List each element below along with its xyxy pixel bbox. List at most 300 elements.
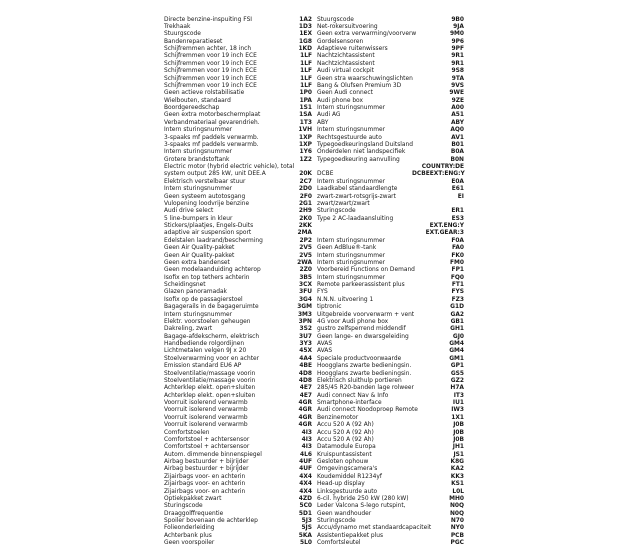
- option-code-right: KS1: [451, 481, 464, 488]
- option-description-left: Schijfremmen voor 19 inch ECE: [164, 60, 257, 67]
- option-code-right: A00: [451, 105, 464, 111]
- option-code-left: 2V5: [299, 245, 312, 252]
- option-description-right: Datamodule Europa: [317, 444, 376, 451]
- option-description-left: Directe benzine-inspuiting FSI: [164, 16, 253, 23]
- option-row: [0, 142, 640, 149]
- option-description-left: Vulopening loodvrije benzine: [164, 200, 250, 207]
- option-description-left: Airbag bestuurder + bijrijder: [164, 459, 249, 465]
- option-description-left: Comfortstoelen: [164, 429, 210, 436]
- option-code-right: FM0: [450, 259, 464, 266]
- option-code-left: 1LF: [300, 68, 312, 75]
- option-description-left: Zijairbags voor- en achterin: [164, 481, 246, 488]
- option-description-right: 4G voor Audi phone box: [317, 318, 389, 325]
- option-code-left: 1XP: [299, 141, 312, 148]
- option-code-left: 1KD: [298, 46, 312, 52]
- option-code-right: E61: [451, 186, 464, 193]
- option-row: [0, 518, 640, 525]
- option-description-left: Elektrisch verstelbaar stuur: [164, 178, 246, 185]
- option-code-left: 2Z0: [299, 267, 312, 274]
- option-row: [0, 120, 640, 127]
- option-description-right: Accu/dynamo met standaardcapaciteit: [317, 525, 432, 532]
- option-code-right: A51: [451, 112, 464, 119]
- option-row: [0, 319, 640, 326]
- option-code-left: 1PA: [299, 97, 312, 104]
- option-description-right: Audi connect Nav & Info: [317, 392, 389, 399]
- option-description-right: Remote parkeerassistent plus: [317, 282, 405, 288]
- option-code-right: NY0: [450, 525, 464, 532]
- option-description-right: Geen lange- en dwarsgeleiding: [317, 333, 409, 340]
- option-description-left: Audi drive select: [164, 208, 214, 215]
- option-code-left: 4L6: [300, 451, 312, 458]
- option-description-right: Intern sturingsnummer: [317, 237, 386, 244]
- option-description-right: 285/45 R20-banden lage rolweer: [317, 385, 414, 392]
- option-code-left: 3FU: [299, 289, 312, 296]
- option-row: [0, 61, 640, 68]
- option-row: [0, 149, 640, 156]
- option-description-left: Geen actieve rolstabilisatie: [164, 90, 245, 97]
- option-row: [0, 540, 640, 547]
- option-code-right: 9R1: [451, 60, 464, 67]
- option-code-right: GB1: [450, 318, 464, 325]
- option-code-right: ES3: [451, 215, 464, 222]
- option-code-left: 4GR: [298, 407, 312, 414]
- option-description-right: Leder Valcona S-lego rutspint,: [317, 503, 406, 510]
- option-description-left: Achterklep elekt. open+sluiten: [164, 392, 256, 399]
- option-description-right: Comfortsleutel: [317, 540, 361, 547]
- option-code-right: PCB: [450, 532, 464, 539]
- option-row: [0, 496, 640, 503]
- option-code-right: N0Q: [449, 503, 464, 510]
- option-description-left: Autom. dimmende binnenspiegel: [164, 451, 262, 458]
- option-code-left: 4E7: [299, 385, 312, 392]
- option-description-right: Geen extra verwarming/voorverw: [317, 31, 417, 38]
- option-code-left: 1LF: [300, 75, 312, 82]
- option-code-left: 4X4: [299, 481, 312, 488]
- option-description-right: Bang & Olufsen Premium 3D: [317, 82, 402, 89]
- option-row: [0, 393, 640, 400]
- option-row: [0, 481, 640, 488]
- option-description-right: Uitgebreide voorverwarm + vent: [317, 311, 415, 318]
- option-row: [0, 437, 640, 444]
- option-code-right: B0A: [450, 149, 464, 156]
- option-description-left: Intern sturingsnummer: [164, 127, 233, 134]
- option-code-left: 1A2: [299, 16, 312, 23]
- option-code-right: 9PF: [451, 46, 464, 52]
- option-description-left: Isofix en top tethers achterin: [164, 274, 250, 281]
- option-description-right: N.N.N. uitvoering 1: [317, 296, 374, 303]
- option-row: [0, 76, 640, 83]
- option-code-right: JS1: [453, 451, 464, 458]
- option-code-right: FQ0: [450, 274, 464, 281]
- option-row: [0, 407, 640, 414]
- option-description-left: Trekhaak: [164, 23, 191, 30]
- option-row: [0, 68, 640, 75]
- option-description-left: Folieonderleiding: [164, 525, 215, 532]
- option-description-right: Intern sturingsnummer: [317, 259, 386, 266]
- option-row: [0, 230, 640, 237]
- option-description-left: Grotere brandstoftank: [164, 156, 230, 163]
- option-code-right: FA0: [451, 245, 464, 252]
- option-row: [0, 127, 640, 134]
- option-code-left: 1T3: [299, 119, 312, 126]
- option-code-left: 1LF: [300, 82, 312, 89]
- option-code-left: 1S1: [299, 105, 312, 111]
- option-description-right: Intern sturingsnummer: [317, 105, 386, 111]
- option-code-left: 20K: [299, 171, 312, 178]
- option-description-left: Electric motor (hybrid electric vehicle), total: [164, 164, 295, 170]
- option-description-right: AVAS: [317, 341, 333, 347]
- option-description-right: Intern sturingsnummer: [317, 127, 386, 134]
- option-row: [0, 39, 640, 46]
- option-code-right: PGC: [450, 540, 464, 547]
- option-description-left: Geen extra bandenset: [164, 259, 230, 266]
- option-code-left: 4I3: [301, 444, 312, 451]
- option-description-right: Hoogglans zwarte bedieningsin.: [317, 363, 412, 370]
- option-code-left: 1P0: [299, 90, 312, 97]
- option-code-left: 4E7: [299, 392, 312, 399]
- option-code-right: 9TA: [451, 75, 464, 82]
- option-description-right: Nachtzichtassistent: [317, 60, 375, 67]
- option-code-right: L0L: [452, 488, 464, 495]
- option-row: [0, 253, 640, 260]
- option-row: [0, 201, 640, 208]
- option-code-left: 5KA: [298, 532, 312, 539]
- option-description-right: zwart-zwart-rotsgrijs-zwart: [317, 193, 396, 200]
- option-code-right: H7A: [450, 385, 464, 392]
- option-description-left: Sturingscode: [164, 503, 203, 510]
- option-row: [0, 208, 640, 215]
- option-code-left: 1EX: [299, 31, 312, 38]
- option-code-right: GM4: [449, 341, 464, 347]
- option-description-left: Spoiler bovenaan de achterklep: [164, 518, 258, 524]
- option-code-left: 1LF: [300, 53, 312, 60]
- option-description-right: Voorbereid Functions on Demand: [317, 267, 415, 274]
- option-code-left: 4D8: [298, 370, 312, 377]
- option-row: [0, 194, 640, 201]
- option-description-right: Audi virtual cockpit: [317, 68, 374, 75]
- option-description-left: Schijfremmen voor 19 inch ECE: [164, 53, 257, 60]
- option-code-right: EI: [457, 193, 464, 200]
- option-description-left: Stuurgscode: [164, 31, 201, 38]
- option-description-right: Geen AdBlue®-tank: [317, 245, 377, 252]
- option-code-left: 3S2: [299, 326, 312, 333]
- option-code-right: COUNTRY:DE: [421, 164, 464, 170]
- option-description-left: Glazen panoramadak: [164, 289, 227, 296]
- option-description-right: Audi phone box: [317, 97, 363, 104]
- option-description-right: Smartphone-interface: [317, 400, 382, 406]
- option-code-right: N0Q: [449, 510, 464, 517]
- option-description-left: Schijfremmen voor 19 inch ECE: [164, 75, 257, 82]
- option-description-left: Dakreling, zwart: [164, 326, 213, 333]
- option-code-right: FYS: [451, 289, 464, 296]
- option-description-right: Omgevingscamera's: [317, 466, 378, 473]
- option-code-right: J0B: [453, 436, 464, 443]
- option-description-left: Geen systeem autotosgang: [164, 193, 246, 200]
- option-row: [0, 385, 640, 392]
- option-code-left: 4UF: [299, 466, 312, 473]
- option-description-left: 3-spaaks mf paddels verwarmb.: [164, 141, 259, 148]
- option-row: [0, 422, 640, 429]
- option-row: [0, 312, 640, 319]
- option-description-right: gustro zelfsperrend middendif: [317, 326, 406, 333]
- option-code-right: G1D: [450, 304, 464, 311]
- option-code-left: 1VH: [298, 127, 312, 134]
- option-code-left: 4ZD: [298, 495, 312, 502]
- option-description-left: Bagagerails in de bagageruimte: [164, 304, 259, 311]
- option-description-left: Zijairbags voor- en achterin: [164, 488, 246, 495]
- option-description-left: 3-spaaks mf paddels verwarmb.: [164, 134, 259, 141]
- option-code-right: GS5: [450, 370, 464, 377]
- option-row: [0, 105, 640, 112]
- option-row: [0, 297, 640, 304]
- option-description-right: Assistentiepakket plus: [317, 532, 384, 539]
- option-description-right: 6-cil. hybride 250 kW (280 kW): [317, 495, 409, 502]
- option-code-right: 9S8: [451, 68, 464, 75]
- option-code-right: FK0: [451, 252, 464, 259]
- option-description-left: Geen Air Quality-pakket: [164, 252, 235, 259]
- option-code-right: E0A: [451, 178, 464, 185]
- option-code-right: GM4: [449, 348, 464, 355]
- option-row: [0, 135, 640, 142]
- option-code-right: J0B: [453, 429, 464, 436]
- option-description-left: 5 line-bumpers in kleur: [164, 215, 233, 222]
- option-row: [0, 466, 640, 473]
- option-row: [0, 53, 640, 60]
- option-description-left: Stoelventilatie/massage voorin: [164, 377, 256, 384]
- option-code-left: 1Y6: [299, 149, 312, 156]
- option-description-left: Schijfremmen voor 19 inch ECE: [164, 68, 257, 75]
- option-row: [0, 112, 640, 119]
- option-code-left: 5L0: [300, 540, 312, 547]
- option-description-left: Handbediende rolgordijnen: [164, 341, 245, 347]
- option-description-left: Wielbouten, standaard: [164, 97, 231, 104]
- option-row: [0, 334, 640, 341]
- option-description-left: Comfortstoel + achtersensor: [164, 436, 250, 443]
- option-code-right: JH1: [452, 444, 464, 451]
- option-description-left: Voorruit isolerend verwarmb: [164, 414, 248, 421]
- option-description-right: Geen stra waarschuwingslichten: [317, 75, 413, 82]
- option-description-left: Schijfremmen voor 19 inch ECE: [164, 82, 257, 89]
- option-code-left: 4D8: [298, 377, 312, 384]
- option-row: [0, 348, 640, 355]
- option-code-left: 4GR: [298, 414, 312, 421]
- option-description-left: Zijairbags voor- en achterin: [164, 473, 246, 480]
- option-code-right: 9JA: [453, 23, 464, 30]
- option-code-right: B0N: [450, 156, 464, 163]
- option-description-right: Laadkabel standaardlengte: [317, 186, 398, 193]
- option-description-right: tiptronic: [317, 304, 342, 311]
- option-code-left: 2P2: [299, 237, 312, 244]
- option-code-right: 9M0: [449, 31, 464, 38]
- option-row: [0, 223, 640, 230]
- option-description-left: Geen extra motorbeschermplaat: [164, 112, 261, 119]
- option-description-left: Bagage-afdekscherm, elektrisch: [164, 333, 260, 340]
- option-code-left: 1SA: [299, 112, 312, 119]
- option-code-right: MH0: [449, 495, 464, 502]
- option-description-left: Achterklep elekt. open+sluiten: [164, 385, 256, 392]
- option-code-left: 5JS: [301, 525, 312, 532]
- option-code-left: 3G4: [298, 296, 312, 303]
- option-row: [0, 267, 640, 274]
- option-description-left: Emission standard EU6 AP: [164, 363, 242, 370]
- option-code-right: N70: [450, 518, 464, 524]
- option-description-right: Geen wandhouder: [317, 510, 372, 517]
- option-row: [0, 46, 640, 53]
- option-code-left: 3Y3: [299, 341, 312, 347]
- option-row: [0, 489, 640, 496]
- option-description-right: Accu 520 A (92 Ah): [317, 422, 374, 429]
- option-row: [0, 282, 640, 289]
- option-code-left: 2G1: [298, 200, 312, 207]
- option-code-right: 9WE: [449, 90, 464, 97]
- option-code-left: 3B5: [299, 274, 312, 281]
- option-code-right: 9R1: [451, 53, 464, 60]
- option-description-right: Hoogglans zwarte bedieningsin.: [317, 370, 412, 377]
- option-code-left: 3PN: [298, 318, 312, 325]
- option-code-left: 2MA: [297, 230, 312, 237]
- option-description-left: Verbandmateriaal gevarendrieh.: [164, 119, 260, 126]
- option-code-right: GZ2: [450, 377, 464, 384]
- option-description-right: FYS: [317, 289, 328, 296]
- option-code-right: FT1: [451, 282, 464, 288]
- option-description-right: Elektrisch sluithulp portieren: [317, 377, 402, 384]
- option-row: [0, 452, 640, 459]
- option-row: [0, 533, 640, 540]
- option-description-right: Net-rokersuitvoering: [317, 23, 378, 30]
- option-row: [0, 245, 640, 252]
- option-code-left: 1XP: [299, 134, 312, 141]
- option-code-right: KA2: [450, 466, 464, 473]
- option-description-right: Intern sturingsnummer: [317, 274, 386, 281]
- option-description-left: Voorruit isolerend verwarmb: [164, 400, 248, 406]
- option-row: [0, 216, 640, 223]
- option-description-right: DCBE: [317, 171, 334, 178]
- option-code-right: IT3: [453, 392, 464, 399]
- option-description-right: Gesloten ophouw: [317, 459, 369, 465]
- option-code-right: B01: [451, 141, 464, 148]
- option-code-left: 1D3: [298, 23, 312, 30]
- option-description-left: Intern sturingsnummer: [164, 186, 233, 193]
- option-description-right: ABY: [317, 119, 329, 126]
- option-description-left: Voorruit isolerend verwarmb: [164, 407, 248, 414]
- option-description-left: Geen modelaanduiding achterop: [164, 267, 261, 274]
- option-description-left: system output 285 kW, unit DEE.A: [164, 171, 266, 178]
- option-code-left: 2D0: [298, 186, 312, 193]
- option-description-right: Adaptieve ruitenwissers: [317, 46, 388, 52]
- option-row: [0, 157, 640, 164]
- option-row: [0, 503, 640, 510]
- option-description-left: Stickers/plaatjes, Engels-Duits: [164, 223, 254, 229]
- option-description-left: Edelstalen laadrand/bescherming: [164, 237, 263, 244]
- option-code-right: DCBEEXT:ENG:Y: [412, 171, 465, 178]
- option-description-right: Intern sturingsnummer: [317, 252, 386, 259]
- option-row: [0, 363, 640, 370]
- option-row: [0, 289, 640, 296]
- option-code-right: GM1: [449, 355, 464, 362]
- option-row: [0, 275, 640, 282]
- option-code-left: 3CX: [299, 282, 312, 288]
- option-description-left: Intern sturingsnummer: [164, 311, 233, 318]
- option-row: [0, 98, 640, 105]
- option-code-left: 4I3: [301, 436, 312, 443]
- option-row: [0, 356, 640, 363]
- option-code-left: 2V5: [299, 252, 312, 259]
- option-code-left: 2F0: [299, 193, 312, 200]
- option-code-right: 9VS: [451, 82, 464, 89]
- option-code-left: 1G8: [298, 38, 312, 45]
- option-code-left: 4X4: [299, 488, 312, 495]
- option-code-left: 2H9: [298, 208, 312, 215]
- option-description-right: Typegoedkeuringsland Duitsland: [317, 141, 413, 148]
- option-row: [0, 164, 640, 171]
- option-code-right: ABY: [451, 119, 464, 126]
- option-code-left: 1Z2: [299, 156, 312, 163]
- option-code-left: 4BE: [299, 363, 312, 370]
- option-row: [0, 304, 640, 311]
- option-code-right: FP1: [451, 267, 464, 274]
- option-code-left: 2C7: [299, 178, 312, 185]
- option-code-right: KK3: [450, 473, 464, 480]
- option-row: [0, 400, 640, 407]
- option-description-left: Stoelverwarming voor en achter: [164, 355, 260, 362]
- option-code-right: J0B: [453, 422, 464, 429]
- option-description-right: zwart/zwart/zwart: [317, 200, 370, 207]
- option-description-left: Optiekpakket zwart: [164, 495, 222, 502]
- option-code-right: FZ3: [451, 296, 464, 303]
- option-code-left: 4X4: [299, 473, 312, 480]
- option-code-left: 5C0: [299, 503, 312, 510]
- option-row: [0, 24, 640, 31]
- option-description-left: Stoelventilatie/massage voorin: [164, 370, 256, 377]
- option-code-right: ER1: [451, 208, 464, 215]
- option-description-right: Koudemiddel R1234yf: [317, 473, 382, 480]
- option-description-right: Typegoedkeuring aanvulling: [317, 156, 400, 163]
- option-description-right: Benzinemotor: [317, 414, 359, 421]
- option-description-right: Rechtsgestuurde auto: [317, 134, 382, 141]
- option-description-left: Achterbank plus: [164, 532, 212, 539]
- option-code-left: 5D1: [298, 510, 312, 517]
- option-row: [0, 371, 640, 378]
- option-code-right: GH1: [450, 326, 464, 333]
- option-code-left: 2K0: [299, 215, 312, 222]
- option-description-right: Kruispuntassistent: [317, 451, 372, 458]
- option-description-left: Comfortstoel + achtersensor: [164, 444, 250, 451]
- option-description-left: Bandenreparatieset: [164, 38, 223, 45]
- option-row: [0, 511, 640, 518]
- option-description-left: Voorruit isolerend verwarmb: [164, 422, 248, 429]
- option-description-right: Type 2 AC-laadaansluiting: [317, 215, 394, 222]
- option-row: [0, 474, 640, 481]
- option-row: [0, 179, 640, 186]
- option-row: [0, 83, 640, 90]
- option-code-left: 4UF: [299, 459, 312, 465]
- option-code-right: F0A: [451, 237, 464, 244]
- option-description-right: Audi AG: [317, 112, 341, 119]
- option-row: [0, 341, 640, 348]
- option-code-right: IW3: [451, 407, 464, 414]
- option-row: [0, 326, 640, 333]
- option-description-left: Lichtmetalen velgen 9J x 20: [164, 348, 247, 355]
- option-code-left: 4A4: [299, 355, 312, 362]
- option-row: [0, 17, 640, 24]
- option-code-right: AQ0: [450, 127, 464, 134]
- option-code-right: 9ZE: [451, 97, 464, 104]
- option-description-left: Schijfremmen achter, 18 inch: [164, 46, 252, 52]
- option-description-right: Onderdelen niet landspecifiek: [317, 149, 406, 156]
- option-code-left: 3GM: [297, 304, 312, 311]
- option-code-left: 4I3: [301, 429, 312, 436]
- option-code-left: 3U7: [299, 333, 312, 340]
